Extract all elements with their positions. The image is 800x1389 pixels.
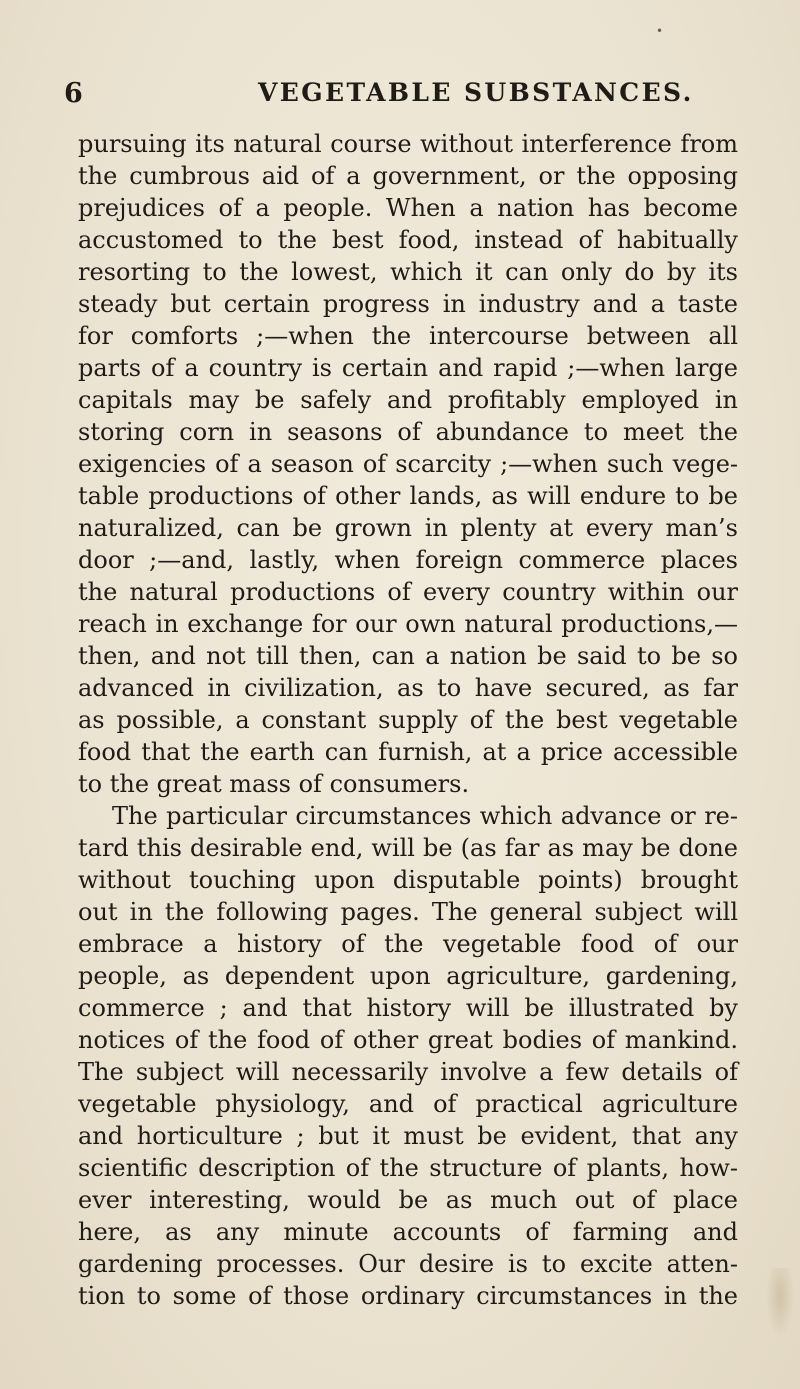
text-line: capitals may be safely and profitably employed in bbox=[78, 386, 738, 414]
text-line: out in the following pages. The general subject will bbox=[78, 898, 738, 926]
page-stain bbox=[766, 1268, 794, 1338]
text-line: prejudices of a people. When a nation has become bbox=[78, 194, 738, 222]
text-line: exigencies of a season of scarcity ;—when such vege- bbox=[78, 450, 738, 478]
text-line: food that the earth can furnish, at a price accessible bbox=[78, 738, 738, 766]
text-line: steady but certain progress in industry and a taste bbox=[78, 290, 738, 318]
page-number: 6 bbox=[64, 78, 84, 109]
text-line: to the great mass of consumers. bbox=[78, 770, 470, 798]
text-line: and horticulture ; but it must be evident, that any bbox=[78, 1122, 738, 1150]
text-line: the natural productions of every country within our bbox=[78, 578, 738, 606]
text-line: door ;—and, lastly, when foreign commerce places bbox=[78, 546, 738, 574]
text-line: as possible, a constant supply of the best vegetable bbox=[78, 706, 738, 734]
text-line: embrace a history of the vegetable food of our bbox=[78, 930, 738, 958]
text-line: scientific description of the structure of plants, how- bbox=[78, 1154, 738, 1182]
text-line: pursuing its natural course without interference from bbox=[78, 130, 738, 158]
text-line: accustomed to the best food, instead of habitually bbox=[78, 226, 738, 254]
text-line: reach in exchange for our own natural productions,— bbox=[78, 610, 738, 638]
text-line: gardening processes. Our desire is to excite atten- bbox=[78, 1250, 738, 1278]
text-line: naturalized, can be grown in plenty at every man’s bbox=[78, 514, 738, 542]
ink-speck-icon: • bbox=[656, 24, 664, 38]
text-line: ever interesting, would be as much out of place bbox=[78, 1186, 738, 1214]
text-line: without touching upon disputable points) brought bbox=[78, 866, 738, 894]
paragraph bbox=[78, 128, 738, 800]
text-line: advanced in civilization, as to have secured, as far bbox=[78, 674, 738, 702]
text-line: storing corn in seasons of abundance to meet the bbox=[78, 418, 738, 446]
running-head: VEGETABLE SUBSTANCES. bbox=[258, 78, 694, 107]
text-line: tard this desirable end, will be (as far as may be done bbox=[78, 834, 738, 862]
text-line: commerce ; and that history will be illustrated by bbox=[78, 994, 738, 1022]
text-line: the cumbrous aid of a government, or the opposing bbox=[78, 162, 738, 190]
text-line: then, and not till then, can a nation be said to be so bbox=[78, 642, 738, 670]
text-line: vegetable physiology, and of practical agriculture bbox=[78, 1090, 738, 1118]
text-line: here, as any minute accounts of farming and bbox=[78, 1218, 738, 1246]
text-line: people, as dependent upon agriculture, gardening, bbox=[78, 962, 738, 990]
text-line: table productions of other lands, as will endure to be bbox=[78, 482, 738, 510]
text-line: tion to some of those ordinary circumstances in the bbox=[78, 1282, 738, 1310]
text-line: The particular circumstances which advance or re- bbox=[112, 802, 738, 830]
paragraph bbox=[78, 800, 738, 1312]
page-header bbox=[0, 78, 800, 118]
text-line: for comforts ;—when the intercourse between all bbox=[78, 322, 738, 350]
text-line: resorting to the lowest, which it can only do by its bbox=[78, 258, 738, 286]
body-text bbox=[78, 128, 738, 1312]
text-line: parts of a country is certain and rapid ;—when large bbox=[78, 354, 738, 382]
text-line: notices of the food of other great bodies of mankind. bbox=[78, 1026, 738, 1054]
text-line: The subject will necessarily involve a few details of bbox=[78, 1058, 738, 1086]
